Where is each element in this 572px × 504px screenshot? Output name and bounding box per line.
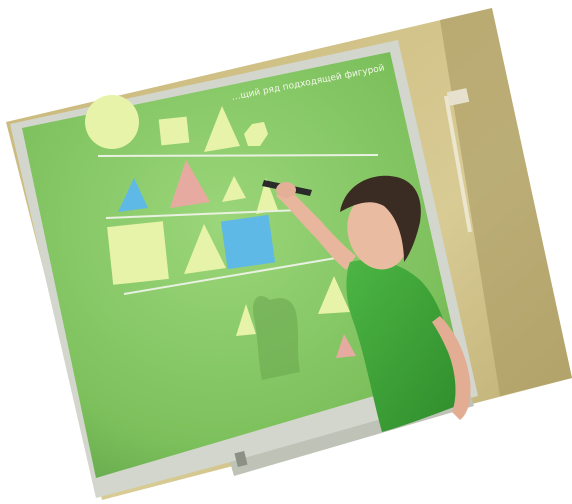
arm-shadow	[253, 296, 300, 380]
board-title: …щий ряд подходящей фигурой	[230, 63, 386, 103]
shape-square-blue	[221, 215, 275, 269]
row-1-divider	[98, 155, 378, 156]
child-hand	[276, 182, 296, 198]
shape-circle	[85, 95, 139, 149]
shape-square-yellow	[107, 221, 169, 285]
shape-square-small	[159, 117, 190, 146]
